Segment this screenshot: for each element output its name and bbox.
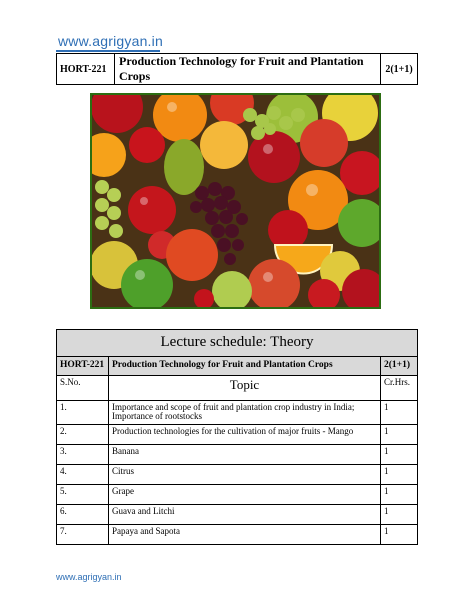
- row-sno: 7.: [57, 524, 109, 544]
- row-sno: 2.: [57, 424, 109, 444]
- site-url-bottom[interactable]: www.agrigyan.in: [56, 572, 122, 582]
- schedule-course-title: Production Technology for Fruit and Plantation Crops: [109, 357, 381, 376]
- column-header-topic: Topic: [109, 376, 381, 401]
- fruit-illustration: [92, 95, 379, 307]
- row-hrs: 1: [381, 484, 418, 504]
- row-hrs: 1: [381, 464, 418, 484]
- row-topic: Importance and scope of fruit and plantation crop industry in India; Importance of rootstocks: [109, 401, 381, 425]
- table-row: [57, 401, 418, 425]
- row-topic: Citrus: [109, 464, 381, 484]
- course-code: HORT-221: [57, 54, 115, 85]
- row-sno: 1.: [57, 401, 109, 425]
- row-sno: 5.: [57, 484, 109, 504]
- table-row: [57, 464, 418, 484]
- site-url-top[interactable]: www.agrigyan.in: [58, 33, 163, 49]
- row-sno: 3.: [57, 444, 109, 464]
- row-hrs: 1: [381, 504, 418, 524]
- column-header-sno: S.No.: [57, 376, 109, 401]
- course-header-table: [56, 53, 418, 85]
- table-row: [57, 424, 418, 444]
- row-hrs: 1: [381, 524, 418, 544]
- site-url-underline: [56, 50, 160, 52]
- table-row: [57, 504, 418, 524]
- schedule-course-code: HORT-221: [57, 357, 109, 376]
- row-hrs: 1: [381, 444, 418, 464]
- row-hrs: 1: [381, 424, 418, 444]
- row-hrs: 1: [381, 401, 418, 425]
- row-topic: Papaya and Sapota: [109, 524, 381, 544]
- row-topic: Production technologies for the cultivation of major fruits - Mango: [109, 424, 381, 444]
- table-row: [57, 444, 418, 464]
- course-credits: 2(1+1): [381, 54, 418, 85]
- row-topic: Guava and Litchi: [109, 504, 381, 524]
- fruit-photo: [90, 93, 381, 309]
- row-sno: 6.: [57, 504, 109, 524]
- schedule-title: Lecture schedule: Theory: [57, 330, 418, 357]
- row-topic: Grape: [109, 484, 381, 504]
- lecture-schedule-table: [56, 329, 418, 545]
- column-header-hrs: Cr.Hrs.: [381, 376, 418, 401]
- course-title: Production Technology for Fruit and Plantation Crops: [115, 54, 381, 85]
- row-topic: Banana: [109, 444, 381, 464]
- row-sno: 4.: [57, 464, 109, 484]
- table-row: [57, 524, 418, 544]
- table-row: [57, 484, 418, 504]
- schedule-course-credits: 2(1+1): [381, 357, 418, 376]
